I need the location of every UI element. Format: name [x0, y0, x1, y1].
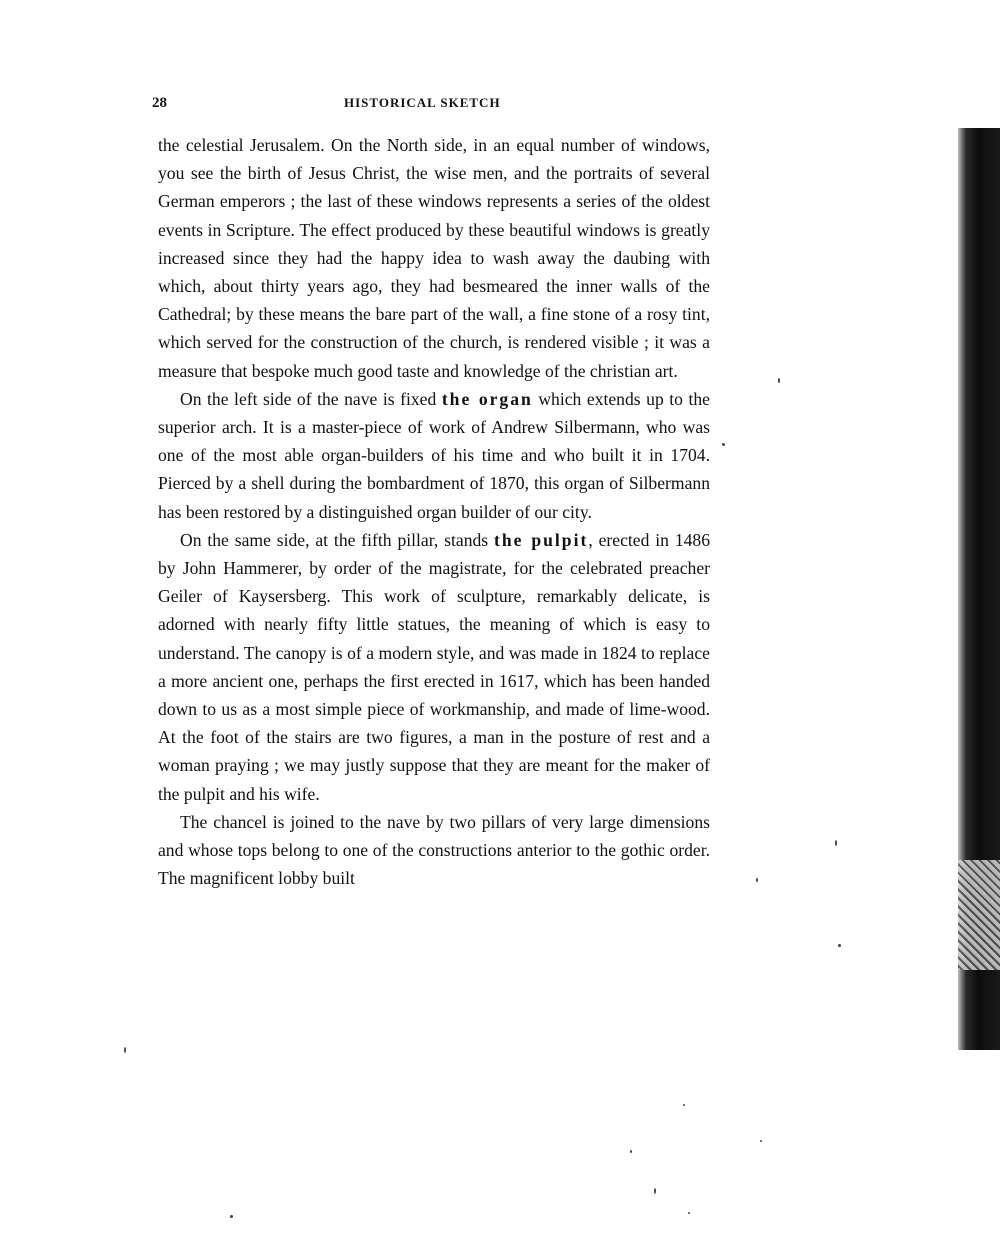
page-header: [152, 95, 712, 115]
scan-speck: [654, 1188, 656, 1194]
paragraph-pulpit-lead: On the same side, at the fifth pillar, stands: [180, 529, 495, 550]
body-text: [158, 131, 710, 892]
scan-speck: [683, 1104, 685, 1106]
page-number: 28: [152, 95, 167, 111]
scan-speck: [630, 1150, 632, 1153]
organ-emphasis: the organ: [441, 388, 533, 409]
running-head: HISTORICAL SKETCH: [344, 95, 501, 110]
scan-speck: [835, 840, 837, 846]
pulpit-emphasis: the pulpit: [494, 529, 589, 550]
scan-speck: [124, 1047, 126, 1053]
scan-speck: [838, 944, 841, 947]
scan-speck: [756, 878, 758, 882]
paragraph-organ: [158, 385, 710, 526]
scan-speck: [230, 1215, 233, 1218]
paragraph-pulpit: [158, 526, 710, 808]
paragraph-organ-lead: On the left side of the nave is fixed: [180, 388, 442, 409]
paragraph-pulpit-rest: , erected in 1486 by John Hammerer, by order of the magistrate, for the celebrated preacher Geiler of Kaysersberg. This work of sculpture, remarkably delicate, is adorned with nearly fifty little statues, the meaning of which is easy to understand. The canopy is of a modern style, and was made in 1824 to replace a more ancient one, perhaps the first erected in 1617, which has been handed down to us as a most simple piece of workmanship, and made of lime-wood. At the foot of the stairs are two figures, a man in the posture of rest and a woman praying ; we may justly suppose that they are meant for the maker of the pulpit and his wife.: [158, 529, 711, 804]
paragraph-organ-rest: which extends up to the superior arch. It is a master-piece of work of Andrew Silbermann, who was one of the most able organ-builders of his time and who built it in 1704. Pierced by a shell during the bombardment of 1870, this organ of Silbermann has been restored by a distinguished organ builder of our city.: [158, 388, 710, 522]
scan-speck: [778, 378, 780, 383]
paragraph-chancel: The chancel is joined to the nave by two pillars of very large dimensions and whose tops belong to one of the constructions anterior to the gothic order. The magnificent lobby built: [158, 811, 710, 889]
scan-speck: [722, 443, 725, 446]
binding-speckle: [958, 860, 1000, 970]
paragraph-windows: the celestial Jerusalem. On the North side, in an equal number of windows, you see the birth of Jesus Christ, the wise men, and the portraits of several German emperors ; the last of these windows represents a series of the oldest events in Scripture. The effect produced by these beautiful windows is greatly increased since they had the happy idea to wash away the daubing with which, about thirty years ago, they had besmeared the inner walls of the Cathedral; by these means the bare part of the wall, a fine stone of a rosy tint, which served for the construction of the church, is rendered visible ; it was a measure that bespoke much good taste and knowledge of the christian art.: [158, 135, 710, 381]
scan-speck: [688, 1212, 690, 1214]
scan-speck: [760, 1140, 762, 1142]
